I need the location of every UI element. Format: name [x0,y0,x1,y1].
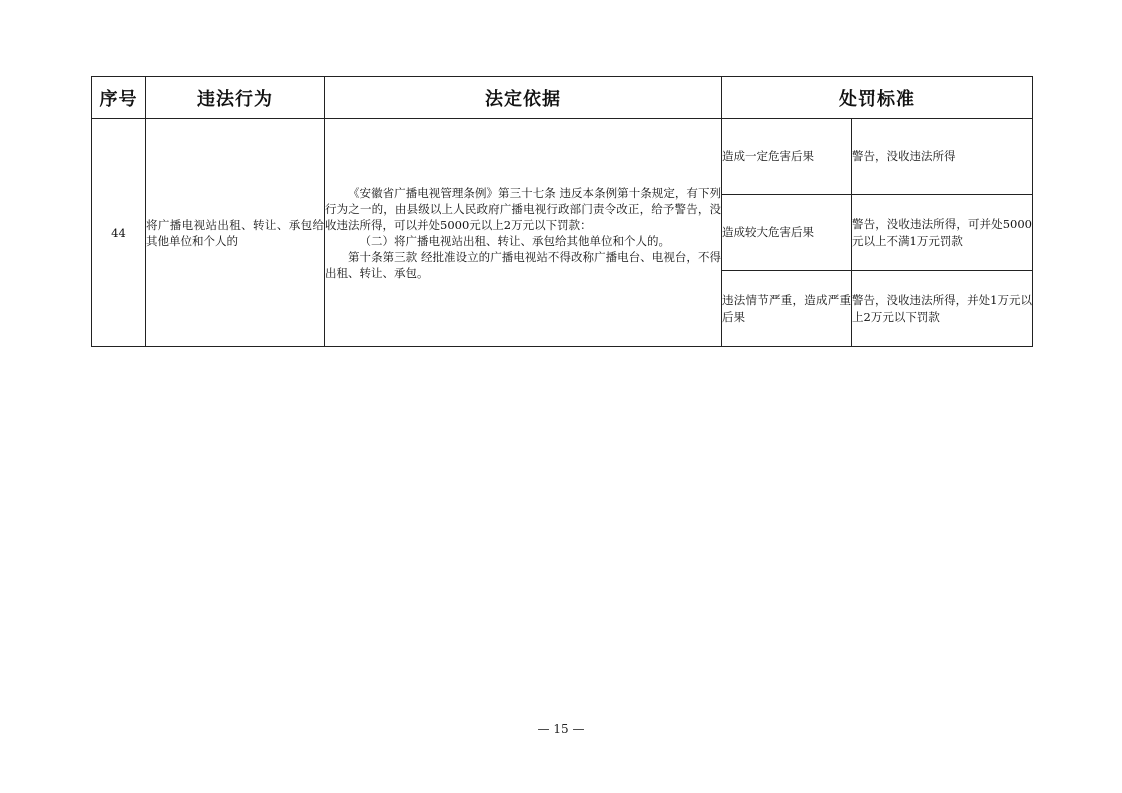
circumstance-cell: 违法情节严重，造成严重后果 [722,271,852,347]
header-seq: 序号 [92,77,146,119]
circumstance-cell: 造成较大危害后果 [722,195,852,271]
table-row [92,119,1033,195]
row-violation: 将广播电视站出租、转让、承包给其他单位和个人的 [146,119,325,347]
standard-cell: 警告，没收违法所得，可并处5000元以上不满1万元罚款 [852,195,1033,271]
basis-paragraph-2: （二）将广播电视站出租、转让、承包给其他单位和个人的。 [359,233,670,248]
standard-cell: 警告，没收违法所得 [852,119,1033,195]
row-seq: 44 [92,119,146,347]
header-penalty: 处罚标准 [722,77,1033,119]
basis-paragraph-1: 《安徽省广播电视管理条例》第三十七条 违反本条例第十条规定，有下列行为之一的，由县级以上人民政府广播电视行政部门责令改正，给予警告，没收违法所得，可以并处5000元以上2万元以下罚款： [325,185,721,232]
circumstance-cell: 造成一定危害后果 [722,119,852,195]
standard-cell: 警告，没收违法所得，并处1万元以上2万元以下罚款 [852,271,1033,347]
penalty-table [91,76,1033,347]
table-header-row [92,77,1033,119]
header-basis: 法定依据 [325,77,722,119]
header-violation: 违法行为 [146,77,325,119]
basis-paragraph-3: 第十条第三款 经批准设立的广播电视站不得改称广播电台、电视台，不得出租、转让、承包。 [325,249,721,280]
row-legal-basis [325,119,722,347]
page-number: — 15 — [537,722,585,736]
